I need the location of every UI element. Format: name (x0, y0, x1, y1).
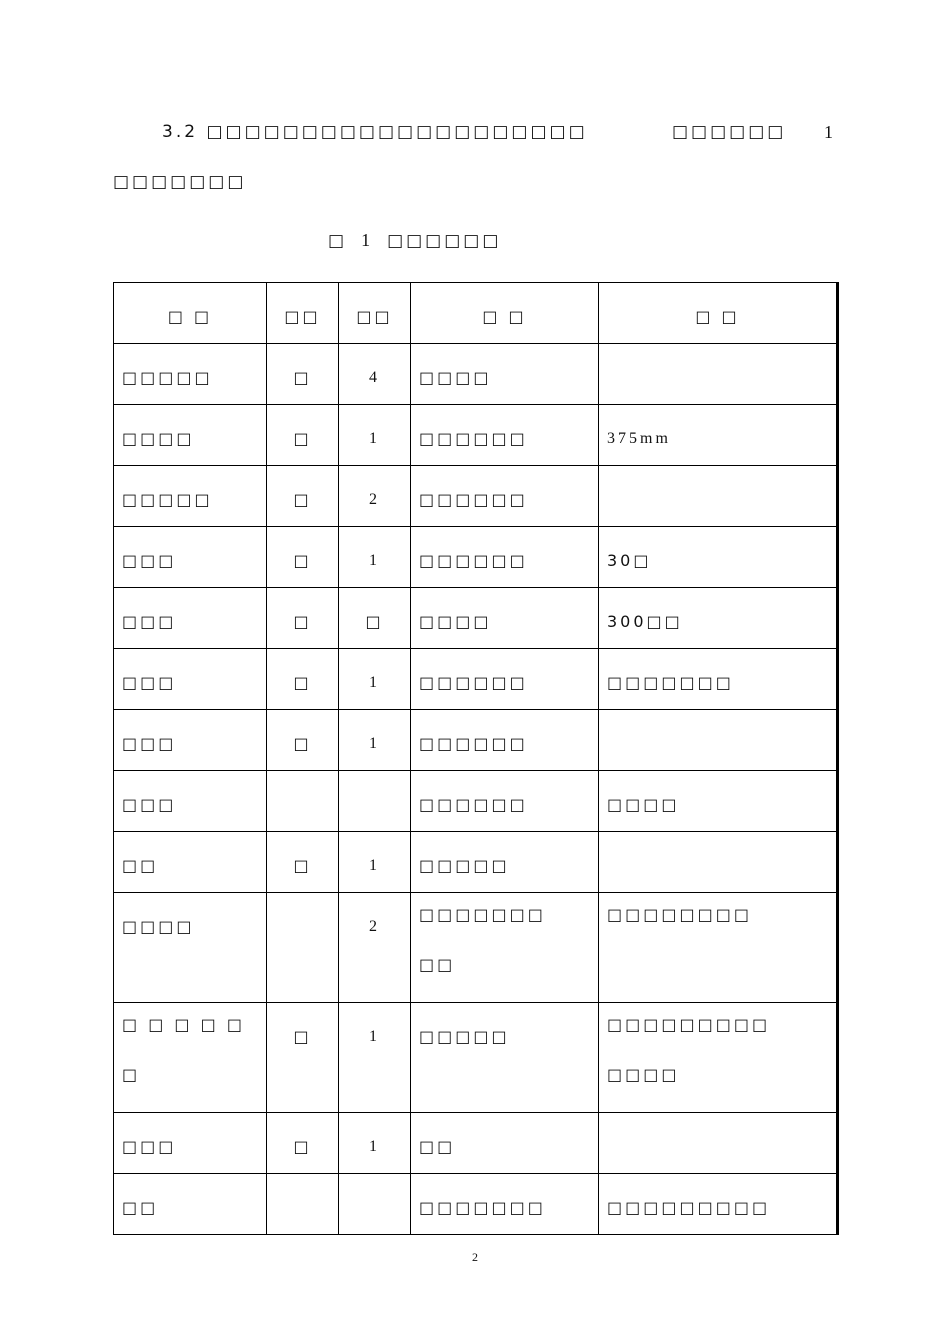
table-row (114, 466, 838, 527)
cell-model: □□□□□□ (411, 710, 599, 771)
cell-model: □□□□□□ (411, 771, 599, 832)
cell-unit: □ (267, 466, 339, 527)
cell-note-line: □□□□□□□□ (607, 905, 752, 924)
cell-note-line: □□□□□□□□□ (607, 1015, 771, 1034)
cell-model: □□□□□ (411, 1003, 599, 1113)
page-number: 2 (472, 1250, 478, 1264)
cell-quantity: 4 (339, 344, 411, 405)
cell-quantity: 1 (339, 832, 411, 893)
cell-quantity: 2 (339, 466, 411, 527)
table-row (114, 1174, 838, 1235)
table-row (114, 649, 838, 710)
cell-unit (267, 1174, 339, 1235)
cell-name: □□□□□ (114, 466, 267, 527)
cell-note (599, 1003, 838, 1113)
table-row (114, 405, 838, 466)
cell-unit: □ (267, 588, 339, 649)
cell-note (599, 1113, 838, 1174)
cell-quantity: □ (339, 588, 411, 649)
cell-note (599, 893, 838, 1003)
table-caption (328, 230, 501, 251)
table-row (114, 832, 838, 893)
cell-unit: □ (267, 710, 339, 771)
table-row (114, 771, 838, 832)
cell-note: □□□□□□□ (599, 649, 838, 710)
cell-unit: □ (267, 1113, 339, 1174)
cell-note: 30□ (599, 527, 838, 588)
cell-name: □□□ (114, 588, 267, 649)
table-caption-prefix: □ (328, 231, 348, 251)
cell-name: □□□ (114, 710, 267, 771)
header-note: □ □ (599, 283, 838, 344)
cell-name: □□ (114, 832, 267, 893)
cell-name: □□ (114, 1174, 267, 1235)
table-row (114, 1003, 838, 1113)
cell-quantity: 1 (339, 1003, 411, 1113)
cell-name: □□□ (114, 771, 267, 832)
cell-note (599, 466, 838, 527)
cell-unit: □ (267, 1003, 339, 1113)
table-row (114, 527, 838, 588)
cell-model: □□□□□□ (411, 466, 599, 527)
cell-model: □□□□□ (411, 832, 599, 893)
header-unit: □□ (267, 283, 339, 344)
cell-note: □□□□ (599, 771, 838, 832)
cell-model: □□□□□□ (411, 649, 599, 710)
table-caption-title: □□□□□□ (387, 231, 502, 251)
cell-model: □□□□□□ (411, 527, 599, 588)
cell-name: □□□□ (114, 893, 267, 1003)
cell-note: 375mm (599, 405, 838, 466)
paragraph-line-2: □□□□□□□ (113, 172, 247, 192)
cell-name: □□□□□ (114, 344, 267, 405)
cell-note: □□□□□□□□□ (599, 1174, 838, 1235)
table-header-row (114, 283, 838, 344)
cell-quantity (339, 1174, 411, 1235)
paragraph-line-1: 3.2 □□□□□□□□□□□□□□□□□□□□ (162, 122, 588, 142)
cell-model: □□□□ (411, 344, 599, 405)
cell-model-line: □□ (419, 955, 456, 974)
table-row (114, 588, 838, 649)
table-row (114, 893, 838, 1003)
cell-name (114, 1003, 267, 1113)
cell-unit: □ (267, 649, 339, 710)
cell-note (599, 344, 838, 405)
header-name: □ □ (114, 283, 267, 344)
cell-note: 300□□ (599, 588, 838, 649)
cell-quantity: 1 (339, 710, 411, 771)
cell-quantity: 1 (339, 405, 411, 466)
cell-model (411, 893, 599, 1003)
table-row (114, 710, 838, 771)
cell-unit (267, 893, 339, 1003)
cell-name: □□□ (114, 527, 267, 588)
paragraph-line-1-number: 1 (824, 122, 833, 142)
cell-unit: □ (267, 832, 339, 893)
cell-quantity (339, 771, 411, 832)
cell-model: □□□□ (411, 588, 599, 649)
cell-model: □□□□□□ (411, 405, 599, 466)
cell-note-line: □□□□ (607, 1065, 680, 1084)
cell-unit: □ (267, 405, 339, 466)
cell-quantity: 1 (339, 1113, 411, 1174)
cell-name-line: □ (122, 1065, 141, 1084)
table-caption-number: 1 (361, 230, 374, 250)
cell-name: □□□ (114, 1113, 267, 1174)
cell-model-line: □□□□□□□ (419, 905, 546, 924)
cell-note (599, 832, 838, 893)
cell-unit: □ (267, 344, 339, 405)
cell-quantity: 1 (339, 527, 411, 588)
paragraph-line-1-right: □□□□□□ (672, 122, 787, 142)
cell-model: □□ (411, 1113, 599, 1174)
header-quantity: □□ (339, 283, 411, 344)
table-row (114, 344, 838, 405)
cell-unit: □ (267, 527, 339, 588)
cell-name: □□□ (114, 649, 267, 710)
cell-model: □□□□□□□ (411, 1174, 599, 1235)
table-row (114, 1113, 838, 1174)
cell-quantity: 1 (339, 649, 411, 710)
header-model: □ □ (411, 283, 599, 344)
equipment-table (113, 282, 839, 1235)
cell-note (599, 710, 838, 771)
cell-name-line: □ □ □ □ □ (122, 1015, 245, 1034)
cell-quantity: 2 (339, 893, 411, 1003)
cell-unit (267, 771, 339, 832)
cell-name: □□□□ (114, 405, 267, 466)
